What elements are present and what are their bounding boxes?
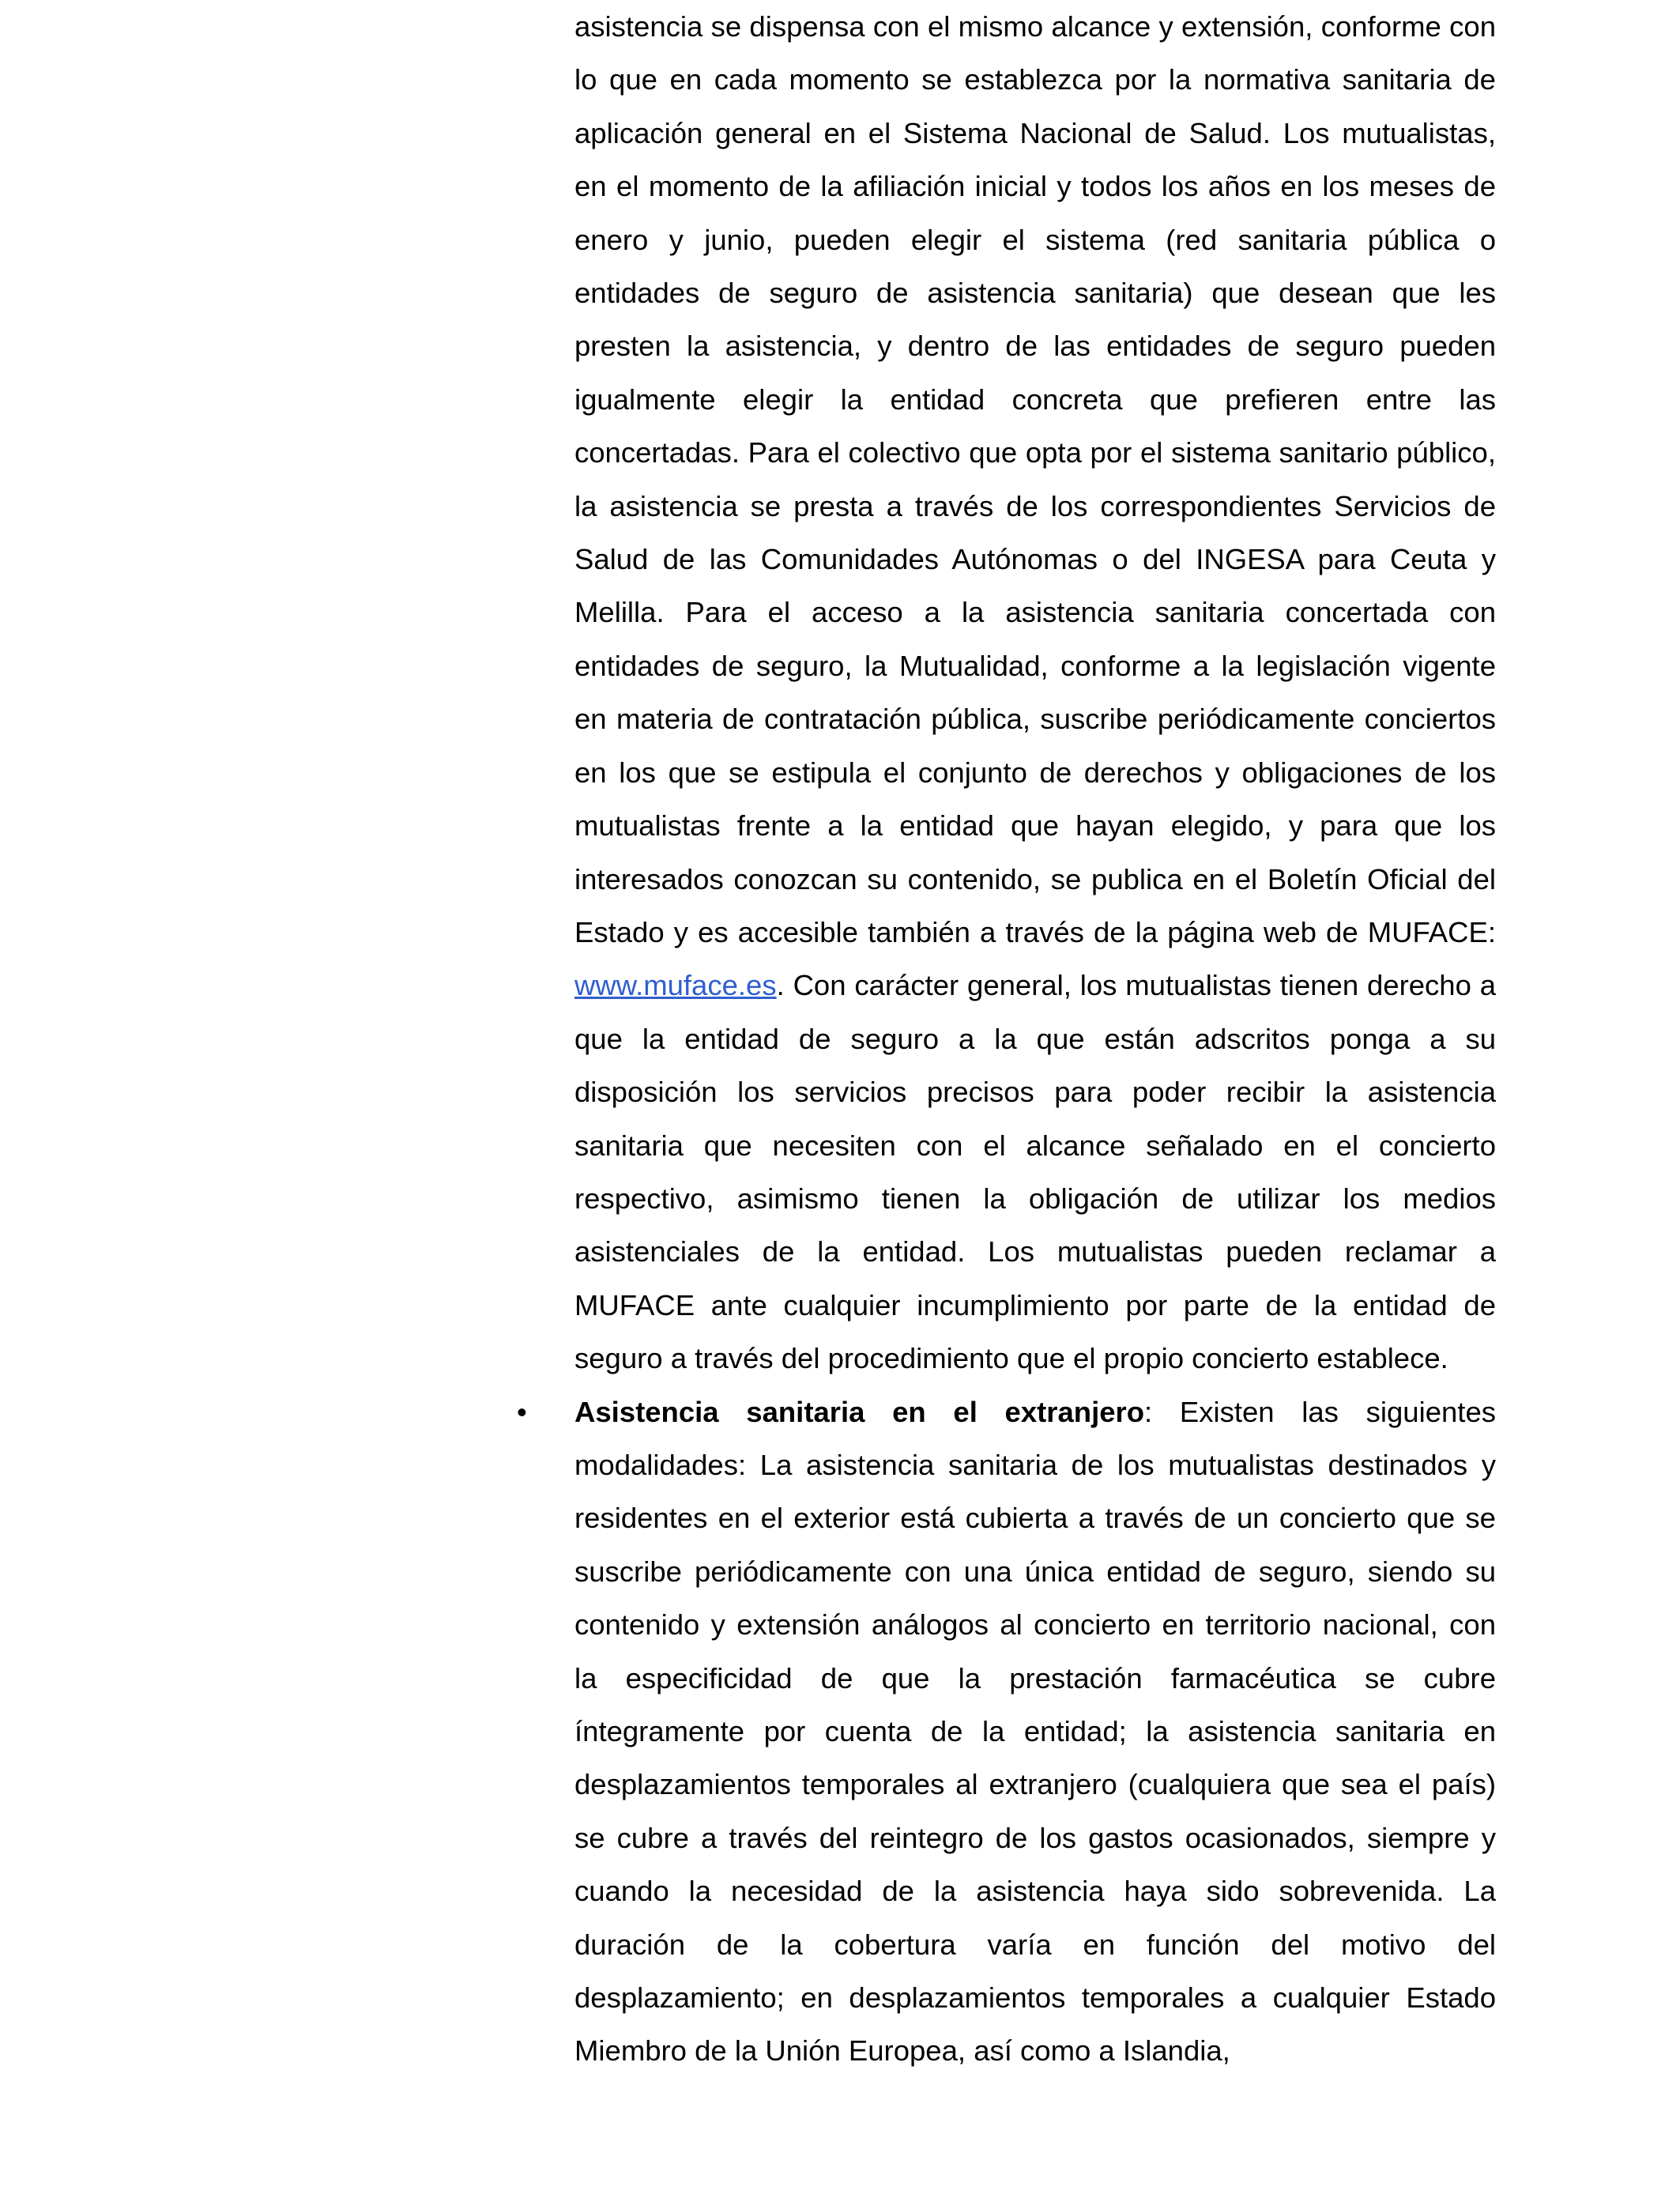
muface-website-link[interactable]: www.muface.es	[574, 969, 777, 1002]
bullet-heading: Asistencia sanitaria en el extranjero	[574, 1395, 1145, 1428]
body-paragraph	[574, 0, 1496, 1385]
body-text-column	[517, 0, 1496, 2078]
bullet-paragraph	[574, 1385, 1496, 2078]
paragraph-text-part-2: . Con carácter general, los mutualistas tienen derecho a que la entidad de seguro a la que están adscritos ponga a su disposición los servicios precisos para poder recibir la asistencia sanitaria que necesiten con el alcance señalado en el concierto respectivo, asimismo tienen la obligación de utilizar los medios asistenciales de la entidad. Los mutualistas pueden reclamar a MUFACE ante cualquier incumplimiento por parte de la entidad de seguro a través del procedimiento que el propio concierto establece.	[574, 969, 1496, 1375]
bullet-text: : Existen las siguientes modalidades: La asistencia sanitaria de los mutualistas destinados y residentes en el exterior está cubierta a través de un concierto que se suscribe periódicamente con una única entidad de seguro, siendo su contenido y extensión análogos al concierto en territorio nacional, con la especificidad de que la prestación farmacéutica se cubre íntegramente por cuenta de la entidad; la asistencia sanitaria en desplazamientos temporales al extranjero (cualquiera que sea el país) se cubre a través del reintegro de los gastos ocasionados, siempre y cuando la necesidad de la asistencia haya sido sobrevenida. La duración de la cobertura varía en función del motivo del desplazamiento; en desplazamientos temporales a cualquier Estado Miembro de la Unión Europea, así como a Islandia,	[574, 1395, 1496, 2068]
bullet-icon: •	[517, 1395, 527, 1428]
bullet-list-item	[517, 1385, 1496, 2078]
paragraph-text-part-1: asistencia se dispensa con el mismo alcance y extensión, conforme con lo que en cada momento se establezca por la normativa sanitaria de aplicación general en el Sistema Nacional de Salud. Los mutualistas, en el momento de la afiliación inicial y todos los años en los meses de enero y junio, pueden elegir el sistema (red sanitaria pública o entidades de seguro de asistencia sanitaria) que desean que les presten la asistencia, y dentro de las entidades de seguro pueden igualmente elegir la entidad concreta que prefieren entre las concertadas. Para el colectivo que opta por el sistema sanitario público, la asistencia se presta a través de los correspondientes Servicios de Salud de las Comunidades Autónomas o del INGESA para Ceuta y Melilla. Para el acceso a la asistencia sanitaria concertada con entidades de seguro, la Mutualidad, conforme a la legislación vigente en materia de contratación pública, suscribe periódicamente conciertos en los que se estipula el conjunto de derechos y obligaciones de los mutualistas frente a la entidad que hayan elegido, y para que los interesados conozcan su contenido, se publica en el Boletín Oficial del Estado y es accesible también a través de la página web de MUFACE:	[574, 10, 1496, 948]
